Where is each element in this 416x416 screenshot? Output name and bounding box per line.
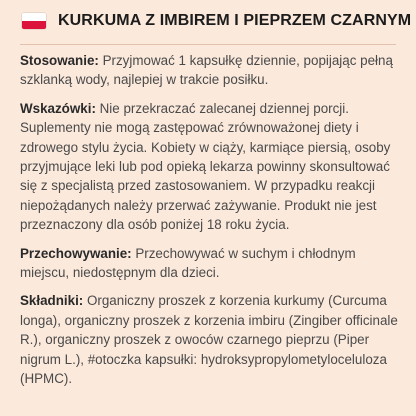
section-storage-label: Przechowywanie: [20, 245, 132, 261]
flag-red-stripe [22, 21, 46, 29]
divider [20, 44, 396, 45]
section-storage-text: Przechowywać w suchym i chłodnym miejscu, niedostępnym dla dzieci. [20, 245, 356, 281]
section-usage-label: Stosowanie: [20, 53, 99, 68]
section-storage [20, 244, 404, 283]
section-usage-text: Przyjmować 1 kapsułkę dziennie, popijając pełną szklanką wody, najlepiej w trakcie posiłku. [20, 53, 393, 88]
flag-white-stripe [22, 13, 46, 21]
section-ingredients-text: Organiczny proszek z korzenia kurkumy (Curcuma longa), organiczny proszek z korzenia imbiru (Zingiber officinale R.), organiczny proszek z owoców czarnego pieprzu (Piper nigrum L.), #otoczka kapsułki: hydroksypropylometyloceluloza (HPMC). [20, 293, 398, 387]
section-usage [20, 51, 404, 90]
section-warnings-label: Wskazówki: [20, 100, 96, 116]
header [22, 12, 412, 30]
section-ingredients-label: Składniki: [20, 293, 84, 309]
section-warnings-text: Nie przekraczać zalecanej dziennej porcji. Suplementy nie mogą zastępować zrównoważonej diety i zdrowego stylu życia. Kobiety w ciąży, karmiące piersią, osoby przyjmujące leki lub pod opieką lekarza powinny skonsultować się z specjalistą przed zastosowaniem. W przypadku reakcji niepożądanych należy przerwać zażywanie. Produkt nie jest przeznaczony dla osób poniżej 18 roku życia. [20, 100, 391, 233]
content [20, 51, 404, 398]
poland-flag-icon [22, 13, 46, 29]
section-ingredients [20, 291, 404, 388]
section-warnings [20, 99, 404, 235]
product-title: KURKUMA Z IMBIREM I PIEPRZEM CZARNYM [58, 12, 412, 29]
